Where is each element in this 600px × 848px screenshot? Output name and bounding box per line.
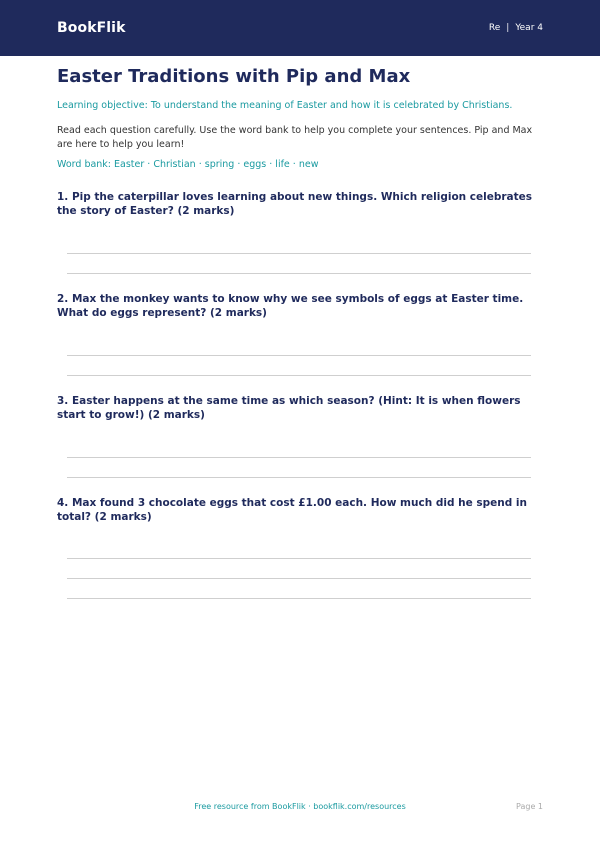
page-number: Page 1 bbox=[516, 802, 543, 811]
answer-line[interactable] bbox=[67, 355, 531, 356]
learning-objective: Learning objective: To understand the meaning of Easter and how it is celebrated by Christians. bbox=[57, 100, 513, 111]
question-2: 2. Max the monkey wants to know why we see symbols of eggs at Easter time. What do eggs represent? (2 marks) bbox=[57, 292, 543, 320]
question-4: 4. Max found 3 chocolate eggs that cost £1.00 each. How much did he spend in total? (2 marks) bbox=[57, 496, 543, 524]
brand-logo-text: BookFlik bbox=[57, 20, 126, 36]
footer-credit-link[interactable]: Free resource from BookFlik · bookflik.com/resources bbox=[194, 802, 406, 811]
answer-line[interactable] bbox=[67, 253, 531, 254]
word-bank: Word bank: Easter · Christian · spring · eggs · life · new bbox=[57, 159, 319, 170]
answer-line[interactable] bbox=[67, 558, 531, 559]
answer-line[interactable] bbox=[67, 375, 531, 376]
question-3: 3. Easter happens at the same time as which season? (Hint: It is when flowers start to grow!) (2 marks) bbox=[57, 394, 543, 422]
answer-line[interactable] bbox=[67, 578, 531, 579]
worksheet-title: Easter Traditions with Pip and Max bbox=[57, 66, 411, 87]
meta-separator: | bbox=[506, 23, 510, 33]
subject-label: Re bbox=[488, 23, 501, 33]
answer-line[interactable] bbox=[67, 477, 531, 478]
question-1: 1. Pip the caterpillar loves learning about new things. Which religion celebrates the story of Easter? (2 marks) bbox=[57, 191, 533, 217]
year-label: Year 4 bbox=[515, 23, 543, 33]
answer-line[interactable] bbox=[67, 457, 531, 458]
answer-line[interactable] bbox=[67, 598, 531, 599]
subject-year-label bbox=[489, 23, 543, 33]
answer-line[interactable] bbox=[67, 273, 531, 274]
instructions-text: Read each question carefully. Use the word bank to help you complete your sentences. Pip and Max are here to help you learn! bbox=[57, 125, 533, 150]
page-header bbox=[0, 0, 600, 56]
